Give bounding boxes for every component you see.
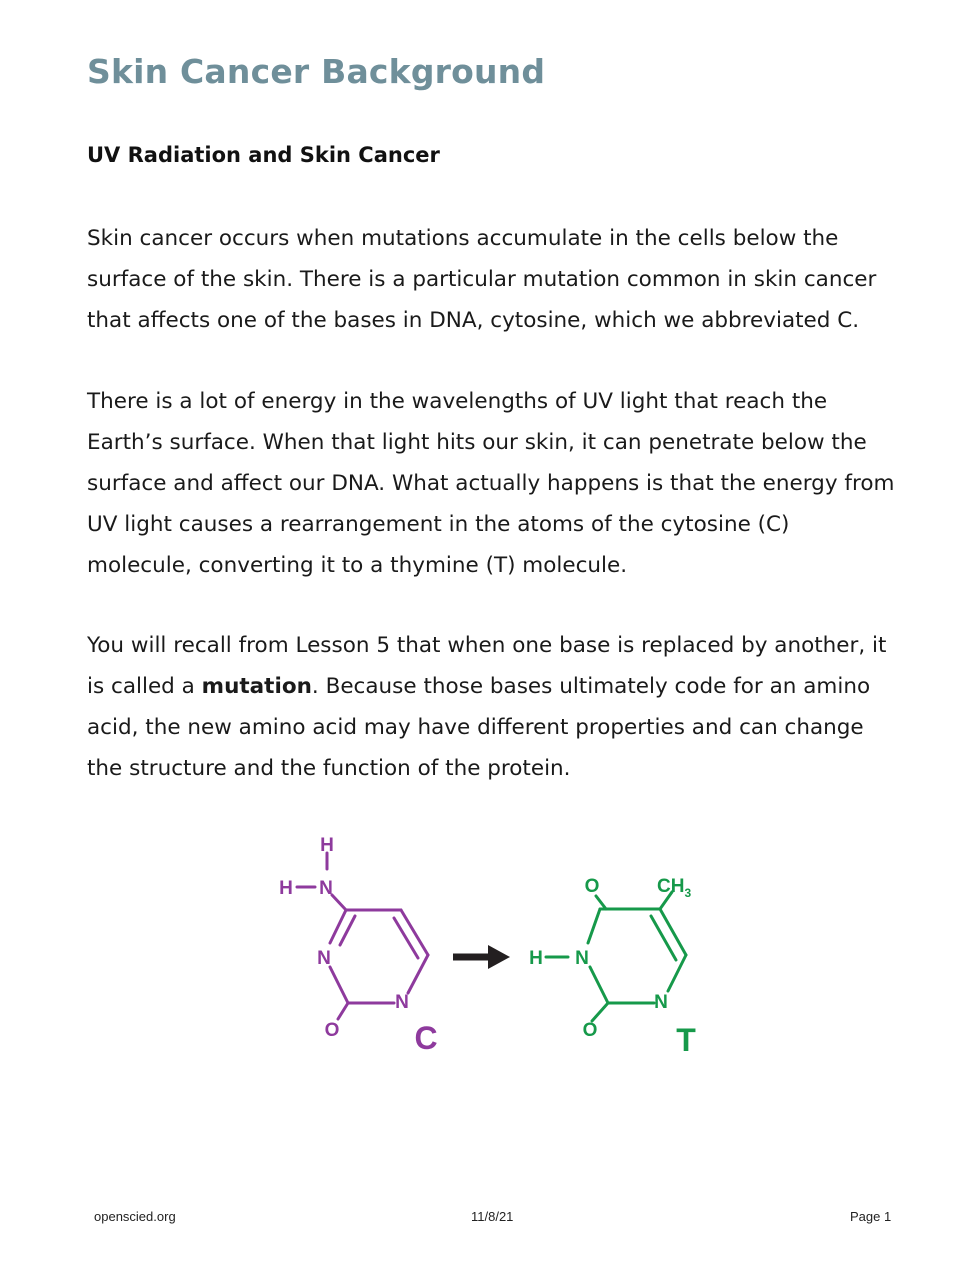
cytosine-n-amino: N — [319, 878, 333, 899]
footer-date: 11/8/21 — [471, 1209, 514, 1224]
footer-website: openscied.org — [94, 1209, 176, 1224]
thymine-o-top: O — [584, 876, 600, 897]
cytosine-to-thymine-figure — [270, 825, 710, 1065]
page-title: Skin Cancer Background — [87, 52, 546, 91]
footer-page-number: Page 1 — [850, 1209, 892, 1224]
thymine-ch: CH — [657, 876, 685, 897]
paragraph-3-text-before: You will recall from Lesson 5 that when one base is replaced by another, it is called a — [87, 633, 887, 699]
thymine-o-bottom: O — [582, 1020, 598, 1041]
cytosine-h-left: H — [279, 878, 293, 899]
cytosine-n-left: N — [317, 948, 331, 969]
cytosine-h-top: H — [320, 835, 334, 856]
paragraph-2: There is a lot of energy in the wavelengths of UV light that reach the Earth’s surface. When that light hits our skin, it can penetrate below the surface and affect our DNA. What actually happens is that the energy from UV light causes a rearrangement in the atoms of the cytosine (C) molecule, converting it to a thymine (T) molecule. — [87, 389, 895, 578]
paragraph-1: Skin cancer occurs when mutations accumulate in the cells below the surface of the skin. There is a particular mutation common in skin cancer that affects one of the bases in DNA, cytosine, which we abbreviated C. — [87, 226, 877, 333]
cytosine-label: C — [414, 1020, 438, 1056]
thymine-ch-subscript: 3 — [684, 886, 692, 900]
cytosine-n-bottom: N — [395, 992, 409, 1013]
thymine-h: H — [529, 948, 543, 969]
section-heading: UV Radiation and Skin Cancer — [87, 143, 440, 167]
thymine-label: T — [676, 1022, 696, 1058]
reaction-arrow — [453, 945, 510, 969]
mutation-term: mutation — [201, 674, 312, 699]
paragraph-3 — [87, 625, 897, 789]
paragraph-3-text-after: . Because those bases ultimately code for an amino acid, the new amino acid may have different properties and can change the structure and the function of the protein. — [87, 674, 871, 781]
thymine-ch3 — [657, 876, 691, 900]
thymine-n-left: N — [575, 948, 589, 969]
thymine-n-bottom: N — [654, 992, 668, 1013]
cytosine-o: O — [324, 1020, 340, 1041]
